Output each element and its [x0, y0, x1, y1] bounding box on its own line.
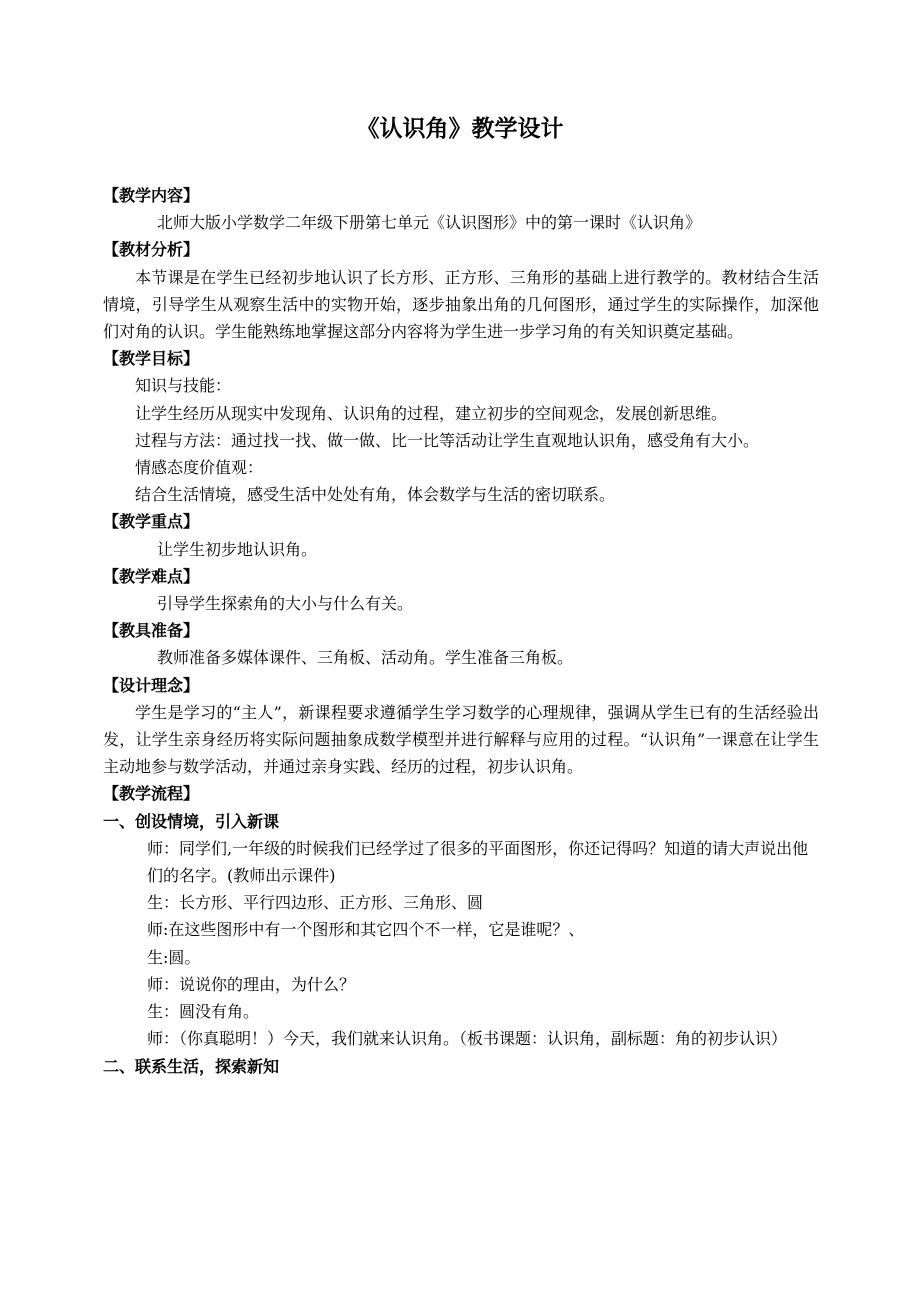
document-title: 《认识角》教学设计 [356, 116, 564, 142]
section-heading-flow: 【教学流程】 [103, 784, 200, 804]
dialogue-line: 生：圆没有角。 [147, 1002, 260, 1022]
goals-emotion-label: 情感态度价值观： [135, 458, 264, 478]
document-body [103, 182, 819, 1080]
dialogue-line: 生:圆。 [147, 947, 201, 967]
dialogue-line: 师：同学们,一年级的时候我们已经学过了很多的平面图形，你还记得吗？知道的请大声说出他们的名字。(教师出示课件) [147, 838, 809, 886]
analysis-text: 本节课是在学生已经初步地认识了长方形、正方形、三角形的基础上进行教学的。教材结合生活情境，引导学生从观察生活中的实物开始，逐步抽象出角的几何图形，通过学生的实际操作，加深他们对角的认识。学生能熟练地掌握这部分内容将为学生进一步学习角的有关知识奠定基础。 [103, 267, 819, 342]
section-heading-concept: 【设计理念】 [103, 675, 200, 695]
materials-text: 教师准备多媒体课件、三角板、活动角。学生准备三角板。 [157, 648, 574, 668]
goals-knowledge-label: 知识与技能： [135, 376, 232, 396]
concept-text: 学生是学习的“主人”，新课程要求遵循学生学习数学的心理规律，强调从学生已有的生活经验出发，让学生亲身经历将实际问题抽象成数学模型并进行解释与应用的过程。“认识角”一课意在让学生主动地参与数学活动，并通过亲身实践、经历的过程，初步认识角。 [103, 702, 819, 777]
goals-emotion-text: 结合生活情境，感受生活中处处有角，体会数学与生活的密切联系。 [135, 485, 616, 505]
flow-step1-title: 一、创设情境，引入新课 [103, 811, 280, 831]
content-text: 北师大版小学数学二年级下册第七单元《认识图形》中的第一课时《认识角》 [157, 213, 702, 233]
section-heading-goals: 【教学目标】 [103, 349, 200, 369]
section-heading-difficulty: 【教学难点】 [103, 566, 200, 586]
key-text: 让学生初步地认识角。 [157, 539, 318, 559]
section-heading-key: 【教学重点】 [103, 512, 200, 532]
dialogue-line: 生：长方形、平行四边形、正方形、三角形、圆 [147, 893, 484, 913]
dialogue-line: 师:在这些图形中有一个图形和其它四个不一样，它是谁呢？、 [147, 920, 585, 940]
goals-knowledge-text: 让学生经历从现实中发现角、认识角的过程，建立初步的空间观念，发展创新思维。 [135, 403, 728, 423]
goals-process-text: 过程与方法：通过找一找、做一做、比一比等活动让学生直观地认识角，感受角有大小。 [135, 430, 760, 450]
section-heading-analysis: 【教材分析】 [103, 240, 200, 260]
dialogue-line: 师：（你真聪明！）今天，我们就来认识角。（板书课题：认识角，副标题：角的初步认识） [147, 1029, 788, 1049]
difficulty-text: 引导学生探索角的大小与什么有关。 [157, 594, 414, 614]
flow-step2-title: 二、联系生活，探索新知 [103, 1056, 280, 1076]
dialogue-line: 师：说说你的理由，为什么？ [147, 974, 356, 994]
section-heading-materials: 【教具准备】 [103, 621, 200, 641]
section-heading-content: 【教学内容】 [103, 186, 200, 205]
